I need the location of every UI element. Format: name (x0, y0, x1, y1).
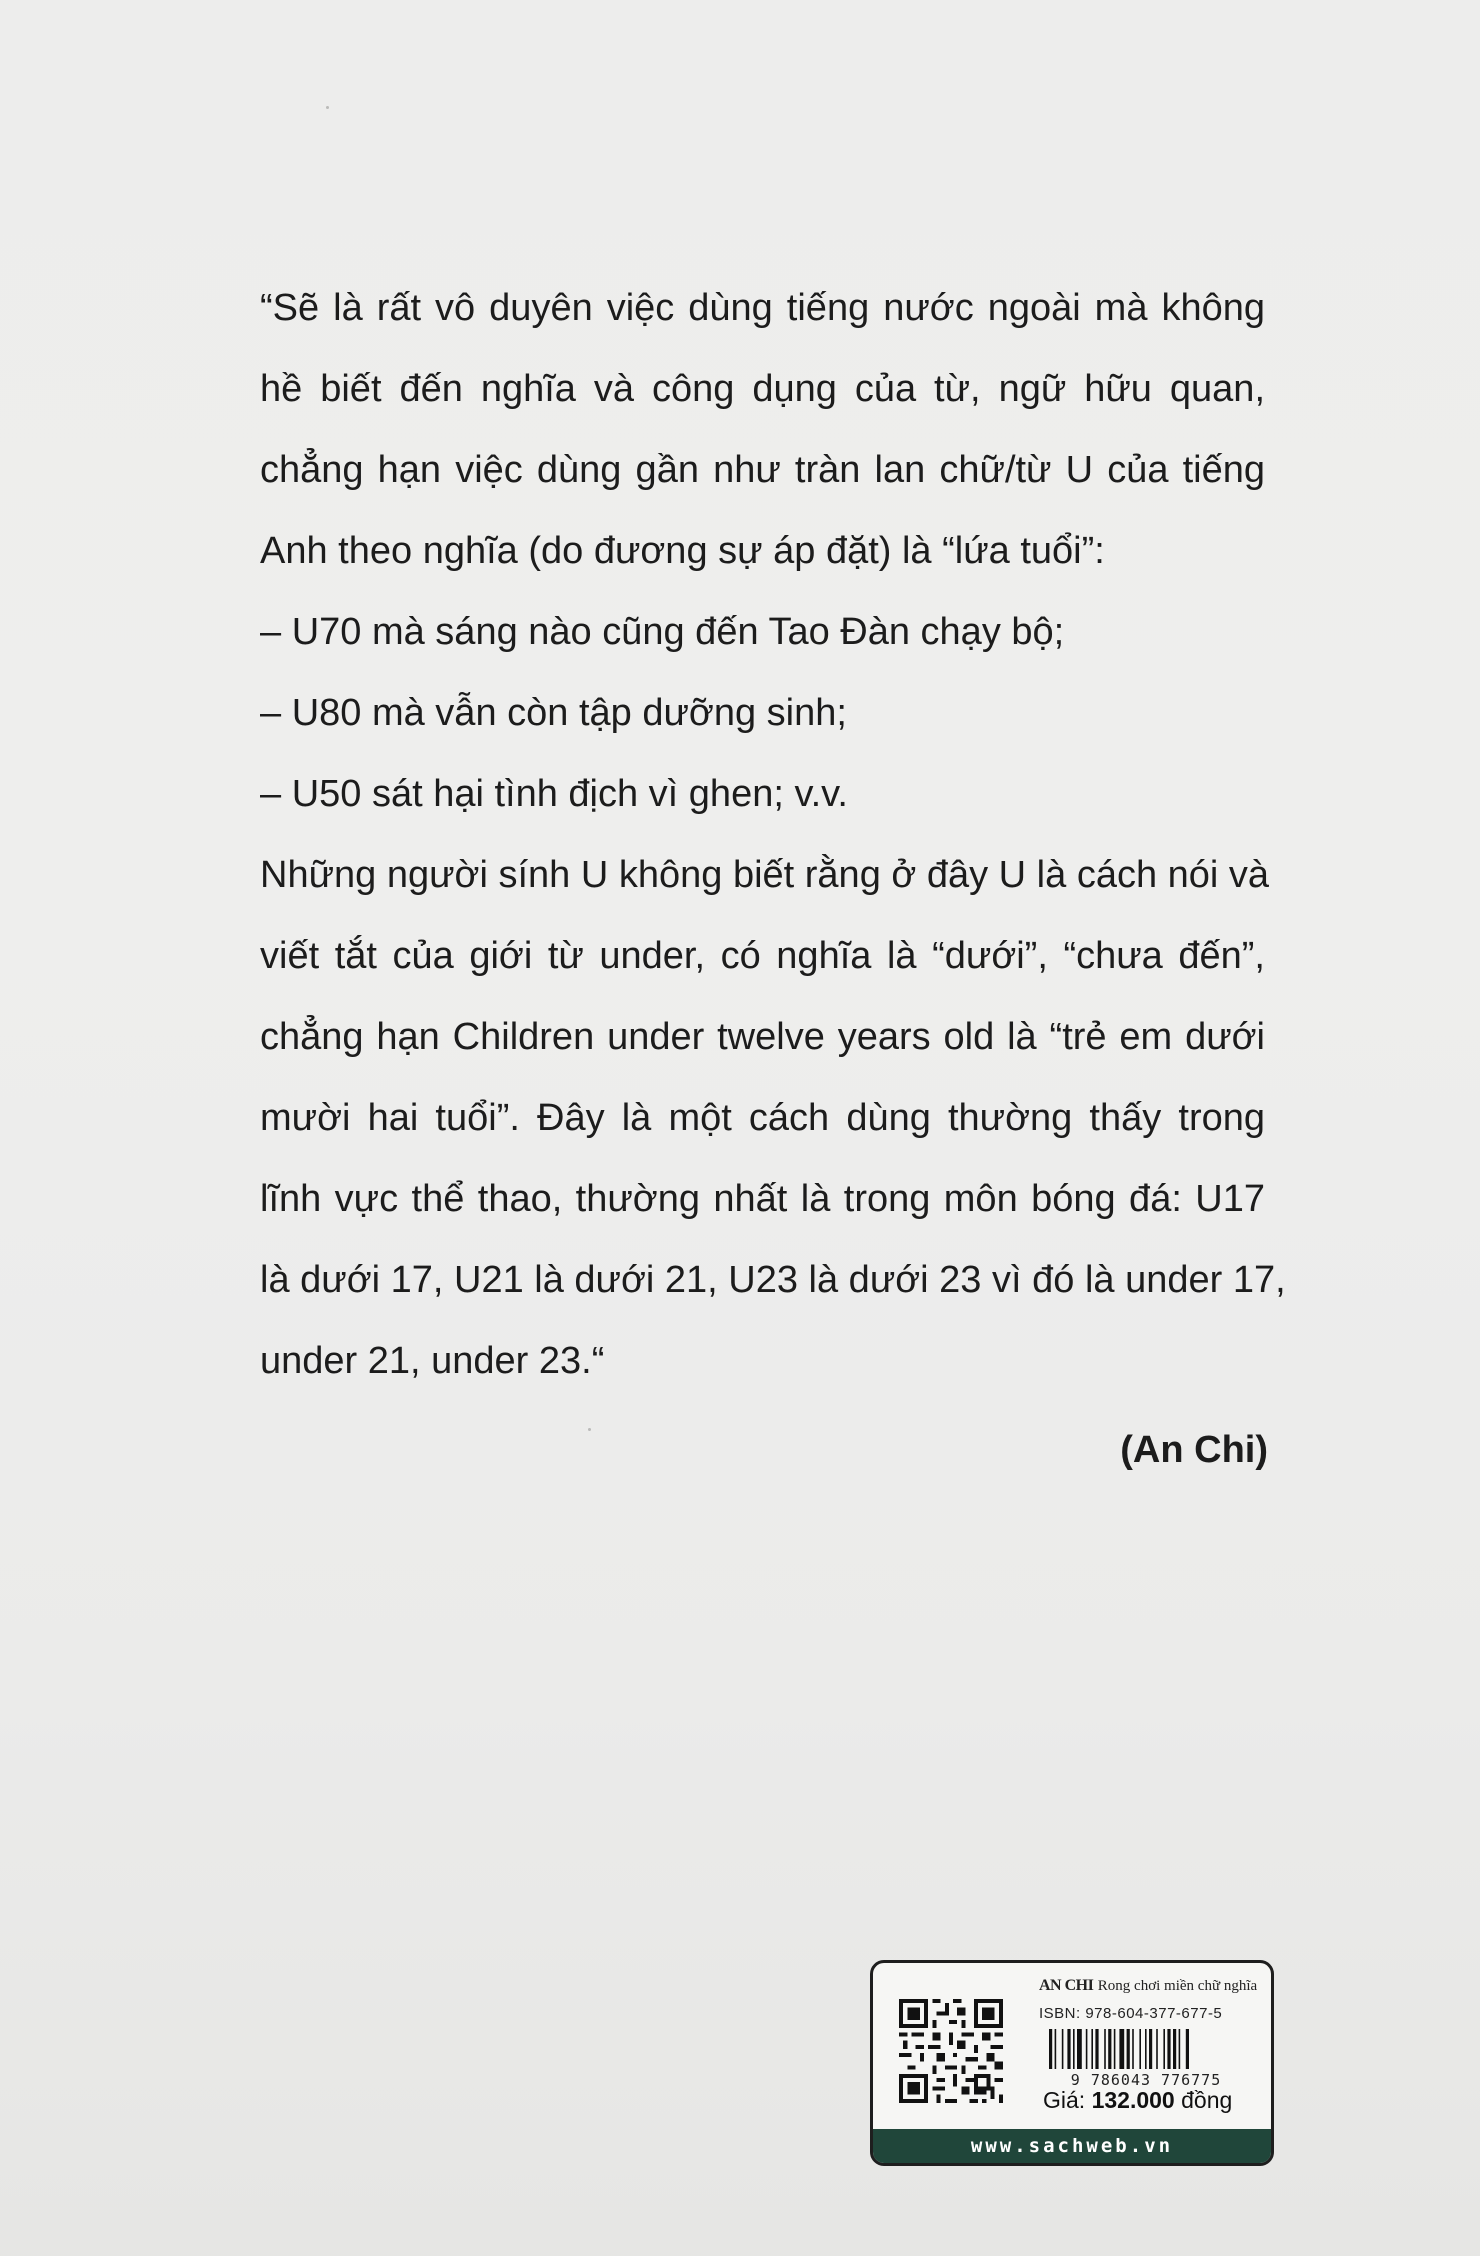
book-title-line (1039, 1977, 1257, 1995)
barcode-bar (1049, 2029, 1052, 2069)
quote-line: Anh theo nghĩa (do đương sự áp đặt) là “lứa tuổi”: (260, 530, 1105, 572)
barcode-bar (1067, 2029, 1070, 2069)
barcode-bar (1095, 2029, 1098, 2069)
barcode-bar (1119, 2029, 1124, 2069)
website-url: www.sachweb.vn (970, 2135, 1174, 2157)
barcode-bar (1114, 2029, 1116, 2069)
price-unit: đồng (1181, 2087, 1233, 2113)
quote-line: lĩnh vực thể thao, thường nhất là trong môn bóng đá: U17 (260, 1178, 1265, 1220)
barcode-bar (1091, 2029, 1093, 2069)
price-label: Giá: (1043, 2087, 1086, 2113)
quote-line: hề biết đến nghĩa và công dụng của từ, ngữ hữu quan, (260, 368, 1265, 410)
barcode-bar (1062, 2029, 1064, 2069)
barcode-icon (1039, 2029, 1253, 2087)
barcode-digits: 9 786043 776775 (1070, 2071, 1222, 2087)
quote-block (260, 268, 1286, 1402)
price (1043, 2087, 1232, 2114)
quote-line: “Sẽ là rất vô duyên việc dùng tiếng nước ngoài mà không (260, 287, 1265, 329)
barcode-bar (1156, 2029, 1158, 2069)
quote-line: – U50 sát hại tình địch vì ghen; v.v. (260, 773, 848, 815)
book-title: Rong chơi miền chữ nghĩa (1097, 1978, 1258, 1994)
quote-line: – U80 mà vẫn còn tập dưỡng sinh; (260, 692, 847, 734)
barcode-bar (1167, 2029, 1170, 2069)
barcode-bar (1173, 2029, 1176, 2069)
barcode-bar (1127, 2029, 1130, 2069)
barcode-bar (1073, 2029, 1075, 2069)
quote-line: chẳng hạn việc dùng gần như tràn lan chữ/từ U của tiếng (260, 449, 1265, 491)
quote-author: (An Chi) (1120, 1429, 1268, 1471)
book-info-box (870, 1960, 1274, 2166)
barcode-bar (1077, 2029, 1082, 2069)
isbn: ISBN: 978-604-377-677-5 (1039, 2005, 1223, 2022)
barcode-bar (1179, 2029, 1181, 2069)
paper-speck (588, 1428, 591, 1431)
quote-line: là dưới 17, U21 là dưới 21, U23 là dưới 23 vì đó là under 17, (260, 1259, 1286, 1301)
barcode-bar (1149, 2029, 1152, 2069)
barcode-bar (1108, 2029, 1111, 2069)
website-bar (873, 2129, 1271, 2163)
paper-speck (326, 106, 329, 109)
quote-line: mười hai tuổi”. Đây là một cách dùng thường thấy trong (260, 1097, 1265, 1139)
barcode-bar (1055, 2029, 1057, 2069)
price-value: 132.000 (1091, 2087, 1175, 2113)
book-author: AN CHI (1039, 1977, 1094, 1994)
barcode-bar (1163, 2029, 1165, 2069)
quote-line: viết tắt của giới từ under, có nghĩa là “dưới”, “chưa đến”, (260, 935, 1265, 977)
barcode-bar (1086, 2029, 1088, 2069)
quote-line: – U70 mà sáng nào cũng đến Tao Đàn chạy bộ; (260, 611, 1065, 653)
quote-line: chẳng hạn Children under twelve years old là “trẻ em dưới (260, 1016, 1265, 1058)
quote-line: under 21, under 23.“ (260, 1340, 605, 1382)
barcode-bar (1132, 2029, 1134, 2069)
barcode-bar (1186, 2029, 1189, 2069)
barcode-bar (1145, 2029, 1147, 2069)
barcode-bar (1104, 2029, 1106, 2069)
barcode-bar (1139, 2029, 1141, 2069)
quote-line: Những người sính U không biết rằng ở đây U là cách nói và (260, 854, 1270, 896)
qr-code-icon (899, 1999, 1003, 2103)
